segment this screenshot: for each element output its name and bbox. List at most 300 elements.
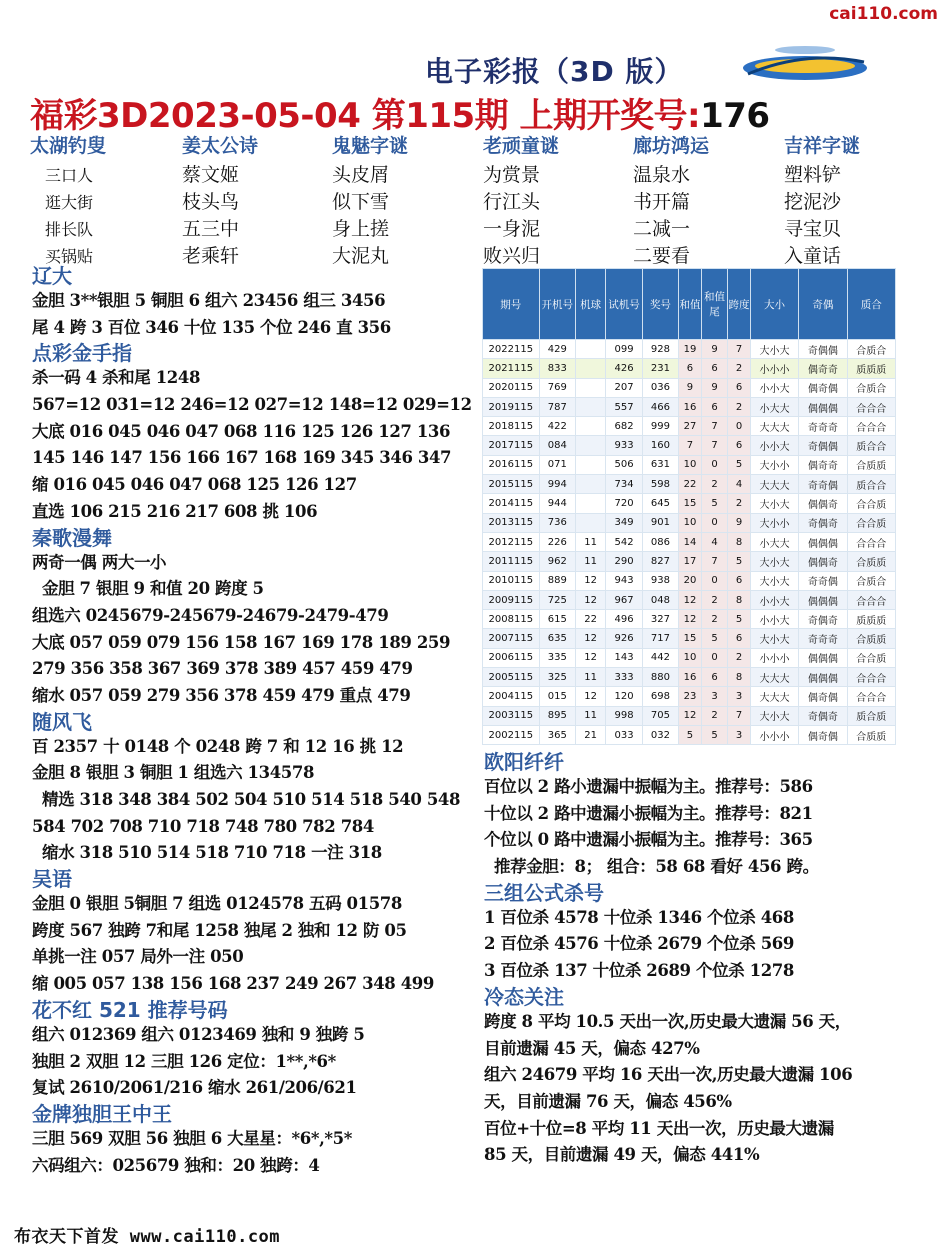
text-line: 百 2357 十 0148 个 0248 跨 7 和 12 16 挑 12 [32, 736, 404, 756]
table-cell: 8 [728, 590, 751, 609]
table-row [483, 359, 896, 378]
text-line: 两奇一偶 两大一小 [32, 552, 167, 572]
table-cell: 943 [606, 571, 642, 590]
table-cell: 2 [701, 610, 727, 629]
table-cell: 736 [539, 513, 575, 532]
table-cell: 032 [642, 725, 678, 744]
table-cell: 466 [642, 397, 678, 416]
text-line: 缩水 057 059 279 356 378 459 479 重点 479 [32, 685, 411, 705]
section-title: 秦歌漫舞 [32, 525, 112, 550]
table-cell: 933 [606, 436, 642, 455]
text-line: 567=12 031=12 246=12 027=12 148=12 029=12 [32, 395, 472, 415]
column-header: 跨度 [728, 269, 751, 340]
table-cell: 349 [606, 513, 642, 532]
table-cell: 12 [679, 610, 702, 629]
table-cell: 质合合 [847, 436, 895, 455]
table-row [483, 706, 896, 725]
table-cell: 717 [642, 629, 678, 648]
table-cell: 705 [642, 706, 678, 725]
table-cell [575, 513, 605, 532]
table-cell: 奇偶奇 [799, 610, 847, 629]
table-cell: 9 [701, 378, 727, 397]
table-cell: 合合合 [847, 590, 895, 609]
table-cell: 偶偶偶 [799, 397, 847, 416]
table-header-row [483, 269, 896, 340]
riddle-item: 一身泥 [483, 218, 541, 240]
table-cell: 小大大 [750, 532, 798, 551]
text-line: 3 百位杀 137 十位杀 2689 个位杀 1278 [484, 961, 794, 981]
table-cell: 小小大 [750, 590, 798, 609]
table-cell: 偶奇奇 [799, 455, 847, 474]
text-line: 缩水 318 510 514 518 710 718 一注 318 [42, 843, 382, 863]
table-cell: 2002115 [483, 725, 540, 744]
text-line: 六码组六：025679 独和：20 独跨：4 [32, 1155, 320, 1175]
table-cell: 12 [575, 590, 605, 609]
table-cell: 3 [728, 687, 751, 706]
table-cell: 大小大 [750, 494, 798, 513]
table-cell [575, 455, 605, 474]
table-cell: 12 [679, 590, 702, 609]
table-row [483, 417, 896, 436]
table-cell [575, 475, 605, 494]
riddle-item: 行江头 [483, 191, 541, 213]
last-draw-number: 176 [700, 96, 770, 136]
table-cell: 2016115 [483, 455, 540, 474]
table-cell: 偶奇奇 [799, 359, 847, 378]
table-cell: 2003115 [483, 706, 540, 725]
text-line: 目前遗漏 45 天，偏态 427% [484, 1038, 700, 1058]
column-header: 奇偶 [799, 269, 847, 340]
riddle-item: 寻宝贝 [784, 218, 842, 240]
table-cell: 偶偶奇 [799, 552, 847, 571]
table-cell: 0 [701, 571, 727, 590]
table-cell: 944 [539, 494, 575, 513]
table-cell: 2022115 [483, 340, 540, 359]
table-cell: 2005115 [483, 668, 540, 687]
table-cell: 2004115 [483, 687, 540, 706]
table-cell: 偶偶偶 [799, 590, 847, 609]
table-cell: 333 [606, 668, 642, 687]
table-row [483, 340, 896, 359]
riddle-item: 塑料铲 [784, 164, 842, 186]
table-cell: 8 [728, 532, 751, 551]
table-cell: 6 [701, 397, 727, 416]
table-cell: 0 [701, 513, 727, 532]
table-cell: 426 [606, 359, 642, 378]
table-cell: 2006115 [483, 648, 540, 667]
table-cell: 429 [539, 340, 575, 359]
table-cell: 奇偶奇 [799, 513, 847, 532]
table-cell: 645 [642, 494, 678, 513]
table-cell: 合质合 [847, 571, 895, 590]
riddle-head: 吉祥字谜 [784, 135, 861, 157]
text-line: 百位+十位=8 平均 11 天出一次，历史最大遗漏 [484, 1118, 834, 1138]
section-title: 三组公式杀号 [484, 880, 604, 905]
table-cell: 奇奇偶 [799, 475, 847, 494]
table-cell: 偶偶偶 [799, 668, 847, 687]
table-cell: 合合合 [847, 687, 895, 706]
table-cell: 偶偶奇 [799, 494, 847, 513]
table-cell: 335 [539, 648, 575, 667]
table-cell: 635 [539, 629, 575, 648]
text-line: 金胆 8 银胆 3 铜胆 1 组选六 134578 [32, 763, 315, 783]
main-title [30, 88, 930, 137]
section-title: 花不红 521 推荐号码 [32, 997, 228, 1022]
table-cell: 质合质 [847, 706, 895, 725]
table-cell: 27 [679, 417, 702, 436]
table-cell: 7 [701, 436, 727, 455]
riddle-item: 蔡文姬 [182, 164, 240, 186]
riddle-column [182, 131, 332, 270]
table-cell: 327 [642, 610, 678, 629]
table-cell: 6 [701, 359, 727, 378]
table-cell: 合合合 [847, 532, 895, 551]
left-column [32, 264, 472, 1179]
table-cell: 880 [642, 668, 678, 687]
table-cell [575, 359, 605, 378]
table-row [483, 687, 896, 706]
riddle-item: 逛大街 [45, 193, 94, 212]
riddle-item: 老乘轩 [182, 245, 240, 267]
text-line: 推荐金胆：8； 组合：58 68 看好 456 跨。 [494, 857, 819, 877]
riddle-head: 太湖钓叟 [30, 135, 107, 157]
riddle-item: 书开篇 [633, 191, 691, 213]
riddle-column [30, 131, 180, 270]
riddle-item: 二减一 [633, 218, 691, 240]
table-cell: 合合质 [847, 648, 895, 667]
riddle-item: 排长队 [45, 220, 94, 239]
table-cell: 合合合 [847, 668, 895, 687]
logo-icon [740, 44, 870, 84]
table-cell: 12 [575, 687, 605, 706]
table-cell [575, 436, 605, 455]
table-cell: 442 [642, 648, 678, 667]
table-cell: 0 [728, 417, 751, 436]
column-header: 机球 [575, 269, 605, 340]
text-line: 尾 4 跨 3 百位 346 十位 135 个位 246 直 356 [32, 317, 391, 337]
table-cell: 615 [539, 610, 575, 629]
table-cell: 合质合 [847, 378, 895, 397]
table-cell: 036 [642, 378, 678, 397]
text-line: 金胆 7 银胆 9 和值 20 跨度 5 [42, 579, 264, 599]
table-row [483, 494, 896, 513]
text-line: 1 百位杀 4578 十位杀 1346 个位杀 468 [484, 907, 794, 927]
text-line: 145 146 147 156 166 167 168 169 345 346 347 [32, 448, 452, 468]
table-cell: 偶偶偶 [799, 648, 847, 667]
riddle-item: 五三中 [182, 218, 240, 240]
table-cell [575, 397, 605, 416]
table-cell: 422 [539, 417, 575, 436]
section-title: 辽大 [32, 264, 72, 288]
text-line: 组六 24679 平均 16 天出一次,历史最大遗漏 106 [484, 1065, 853, 1085]
table-cell: 合质质 [847, 629, 895, 648]
table-cell: 2012115 [483, 532, 540, 551]
table-cell: 994 [539, 475, 575, 494]
table-cell: 大小大 [750, 552, 798, 571]
section-title: 欧阳纤纤 [484, 750, 564, 774]
table-cell: 小小大 [750, 436, 798, 455]
text-line: 百位以 2 路小遗漏中振幅为主。推荐号：586 [484, 777, 813, 796]
table-row [483, 378, 896, 397]
table-row [483, 648, 896, 667]
table-cell: 231 [642, 359, 678, 378]
table-cell: 901 [642, 513, 678, 532]
table-cell: 大小小 [750, 455, 798, 474]
text-line: 缩 005 057 138 156 168 237 249 267 348 499 [32, 974, 434, 994]
table-cell: 889 [539, 571, 575, 590]
section-title: 金牌独胆王中王 [32, 1101, 172, 1126]
text-line: 组选六 0245679-245679-24679-2479-479 [32, 605, 389, 625]
table-cell: 9 [679, 378, 702, 397]
table-cell: 偶奇偶 [799, 687, 847, 706]
riddle-item: 枝头鸟 [182, 191, 240, 213]
table-cell: 2009115 [483, 590, 540, 609]
table-cell: 2010115 [483, 571, 540, 590]
table-cell: 小小小 [750, 725, 798, 744]
table-cell: 奇偶奇 [799, 706, 847, 725]
table-cell: 15 [679, 494, 702, 513]
table-cell: 14 [679, 532, 702, 551]
table-cell: 大大大 [750, 475, 798, 494]
table-cell: 大小大 [750, 706, 798, 725]
table-cell: 926 [606, 629, 642, 648]
text-line: 大底 016 045 046 047 068 116 125 126 127 136 [32, 421, 451, 441]
table-cell: 2021115 [483, 359, 540, 378]
riddle-item: 身上搓 [332, 218, 390, 240]
table-cell: 290 [606, 552, 642, 571]
table-cell: 合合合 [847, 397, 895, 416]
table-cell: 奇奇偶 [799, 571, 847, 590]
riddle-item: 入童话 [784, 245, 842, 267]
table-cell: 6 [728, 378, 751, 397]
table-cell: 17 [679, 552, 702, 571]
table-cell: 22 [679, 475, 702, 494]
table-cell [575, 494, 605, 513]
table-cell: 6 [728, 436, 751, 455]
table-cell: 偶奇偶 [799, 725, 847, 744]
table-cell: 769 [539, 378, 575, 397]
table-cell: 033 [606, 725, 642, 744]
table-cell: 2 [728, 494, 751, 513]
table-cell: 895 [539, 706, 575, 725]
table-cell: 6 [701, 668, 727, 687]
table-cell: 23 [679, 687, 702, 706]
table-cell: 12 [575, 648, 605, 667]
column-header: 和值 [679, 269, 702, 340]
table-cell: 12 [575, 629, 605, 648]
table-cell: 5 [701, 725, 727, 744]
riddle-column [784, 131, 934, 270]
table-cell: 2007115 [483, 629, 540, 648]
table-cell: 5 [728, 455, 751, 474]
table-cell: 2014115 [483, 494, 540, 513]
table-cell: 12 [575, 571, 605, 590]
text-line: 85 天，目前遗漏 49 天，偏态 441% [484, 1145, 760, 1165]
table-cell: 698 [642, 687, 678, 706]
riddle-item: 大泥丸 [332, 245, 390, 267]
section-title: 冷态关注 [484, 984, 564, 1009]
text-line: 独胆 2 双胆 12 三胆 126 定位：1**,*6* [32, 1051, 336, 1071]
table-cell: 048 [642, 590, 678, 609]
table-cell: 496 [606, 610, 642, 629]
table-cell: 086 [642, 532, 678, 551]
table-cell: 5 [728, 552, 751, 571]
table-cell: 5 [728, 610, 751, 629]
history-table-container [482, 268, 896, 745]
riddle-item: 挖泥沙 [784, 191, 842, 213]
table-cell: 6 [728, 571, 751, 590]
table-cell: 大小小 [750, 513, 798, 532]
table-cell: 099 [606, 340, 642, 359]
table-cell [575, 340, 605, 359]
text-line: 杀一码 4 杀和尾 1248 [32, 368, 201, 388]
table-cell: 11 [575, 668, 605, 687]
table-cell: 5 [701, 629, 727, 648]
table-cell: 8 [728, 668, 751, 687]
table-cell: 小小大 [750, 378, 798, 397]
table-cell: 合质合 [847, 340, 895, 359]
table-cell: 奇奇奇 [799, 629, 847, 648]
table-cell: 967 [606, 590, 642, 609]
riddle-column [483, 131, 633, 270]
table-cell: 833 [539, 359, 575, 378]
text-line: 金胆 3**银胆 5 铜胆 6 组六 23456 组三 3456 [32, 291, 386, 310]
table-cell: 9 [728, 513, 751, 532]
table-cell: 奇偶偶 [799, 340, 847, 359]
table-cell: 小小小 [750, 648, 798, 667]
riddle-item: 二要看 [633, 245, 691, 267]
table-cell: 557 [606, 397, 642, 416]
table-cell: 631 [642, 455, 678, 474]
text-line: 跨度 567 独跨 7和尾 1258 独尾 2 独和 12 防 05 [32, 920, 407, 940]
table-cell: 3 [728, 725, 751, 744]
text-line: 直选 106 215 216 217 608 挑 106 [32, 501, 318, 521]
table-cell: 365 [539, 725, 575, 744]
table-cell: 962 [539, 552, 575, 571]
table-cell: 大小大 [750, 340, 798, 359]
text-line: 天，目前遗漏 76 天，偏态 456% [484, 1091, 732, 1111]
table-row [483, 455, 896, 474]
riddle-column [332, 131, 482, 270]
table-cell: 2 [701, 475, 727, 494]
text-line: 复试 2610/2061/216 缩水 261/206/621 [32, 1078, 357, 1098]
table-cell: 5 [679, 725, 702, 744]
table-cell: 0 [701, 648, 727, 667]
table-cell: 合合合 [847, 417, 895, 436]
table-cell: 2 [728, 397, 751, 416]
table-cell: 5 [701, 494, 727, 513]
table-cell: 682 [606, 417, 642, 436]
title-text: 福彩3D2023-05-04 第115期 上期开奖号: [30, 96, 701, 136]
text-line: 2 百位杀 4576 十位杀 2679 个位杀 569 [484, 934, 794, 954]
paper-title: 电子彩报（3D 版） [425, 55, 684, 88]
text-line: 缩 016 045 046 047 068 125 126 127 [32, 475, 357, 495]
table-cell: 20 [679, 571, 702, 590]
riddle-item: 买锅贴 [45, 247, 94, 266]
table-cell: 207 [606, 378, 642, 397]
table-cell: 0 [701, 455, 727, 474]
column-header: 奖号 [642, 269, 678, 340]
text-line: 584 702 708 710 718 748 780 782 784 [32, 816, 374, 836]
column-header: 质合 [847, 269, 895, 340]
table-cell: 542 [606, 532, 642, 551]
text-line: 金胆 0 银胆 5铜胆 7 组选 0124578 五码 01578 [32, 894, 402, 914]
table-cell: 2 [728, 648, 751, 667]
text-line: 单挑一注 057 局外一注 050 [32, 947, 244, 967]
table-row [483, 436, 896, 455]
table-cell: 质质质 [847, 359, 895, 378]
table-cell: 偶奇偶 [799, 378, 847, 397]
section-title: 点彩金手指 [32, 341, 132, 366]
table-cell: 226 [539, 532, 575, 551]
table-cell: 120 [606, 687, 642, 706]
table-cell: 合质质 [847, 455, 895, 474]
table-cell: 奇偶偶 [799, 436, 847, 455]
table-cell: 084 [539, 436, 575, 455]
table-cell: 11 [575, 706, 605, 725]
riddle-item: 三口人 [45, 166, 94, 185]
table-cell: 7 [728, 340, 751, 359]
table-cell [575, 378, 605, 397]
table-cell: 2 [701, 706, 727, 725]
table-cell: 2008115 [483, 610, 540, 629]
riddle-item: 温泉水 [633, 164, 691, 186]
table-cell: 734 [606, 475, 642, 494]
table-row [483, 571, 896, 590]
text-line: 精选 318 348 384 502 504 510 514 518 540 548 [42, 790, 461, 809]
table-cell: 22 [575, 610, 605, 629]
table-cell: 827 [642, 552, 678, 571]
table-cell: 325 [539, 668, 575, 687]
table-cell: 19 [679, 340, 702, 359]
table-cell: 小大大 [750, 397, 798, 416]
table-cell: 2018115 [483, 417, 540, 436]
table-cell: 奇奇奇 [799, 417, 847, 436]
text-line: 组六 012369 组六 0123469 独和 9 独跨 5 [32, 1024, 365, 1044]
table-cell: 160 [642, 436, 678, 455]
riddle-item: 败兴归 [483, 245, 541, 267]
table-row [483, 532, 896, 551]
section-title: 随风飞 [32, 709, 92, 734]
history-table [482, 268, 896, 745]
table-row [483, 725, 896, 744]
table-cell: 小小大 [750, 610, 798, 629]
table-cell: 15 [679, 629, 702, 648]
table-cell: 998 [606, 706, 642, 725]
table-cell: 598 [642, 475, 678, 494]
footer-credit: 布衣天下首发 www.cai110.com [14, 1227, 281, 1247]
table-row [483, 513, 896, 532]
column-header: 开机号 [539, 269, 575, 340]
text-line: 三胆 569 双胆 56 独胆 6 大星星：*6*,*5* [32, 1128, 352, 1148]
table-cell: 大小大 [750, 629, 798, 648]
table-row [483, 552, 896, 571]
text-line: 279 356 358 367 369 378 389 457 459 479 [32, 659, 413, 679]
table-row [483, 629, 896, 648]
table-row [483, 397, 896, 416]
column-header: 和值尾 [701, 269, 727, 340]
table-cell: 合合质 [847, 513, 895, 532]
riddle-column [633, 131, 783, 270]
table-row [483, 610, 896, 629]
riddle-item: 似下雪 [332, 191, 390, 213]
table-cell: 720 [606, 494, 642, 513]
table-cell: 16 [679, 397, 702, 416]
text-line: 个位以 0 路中遗漏小振幅为主。推荐号：365 [484, 830, 813, 850]
riddle-head: 鬼魅字谜 [332, 135, 409, 157]
riddle-item: 头皮屑 [332, 164, 390, 186]
table-cell: 3 [701, 687, 727, 706]
